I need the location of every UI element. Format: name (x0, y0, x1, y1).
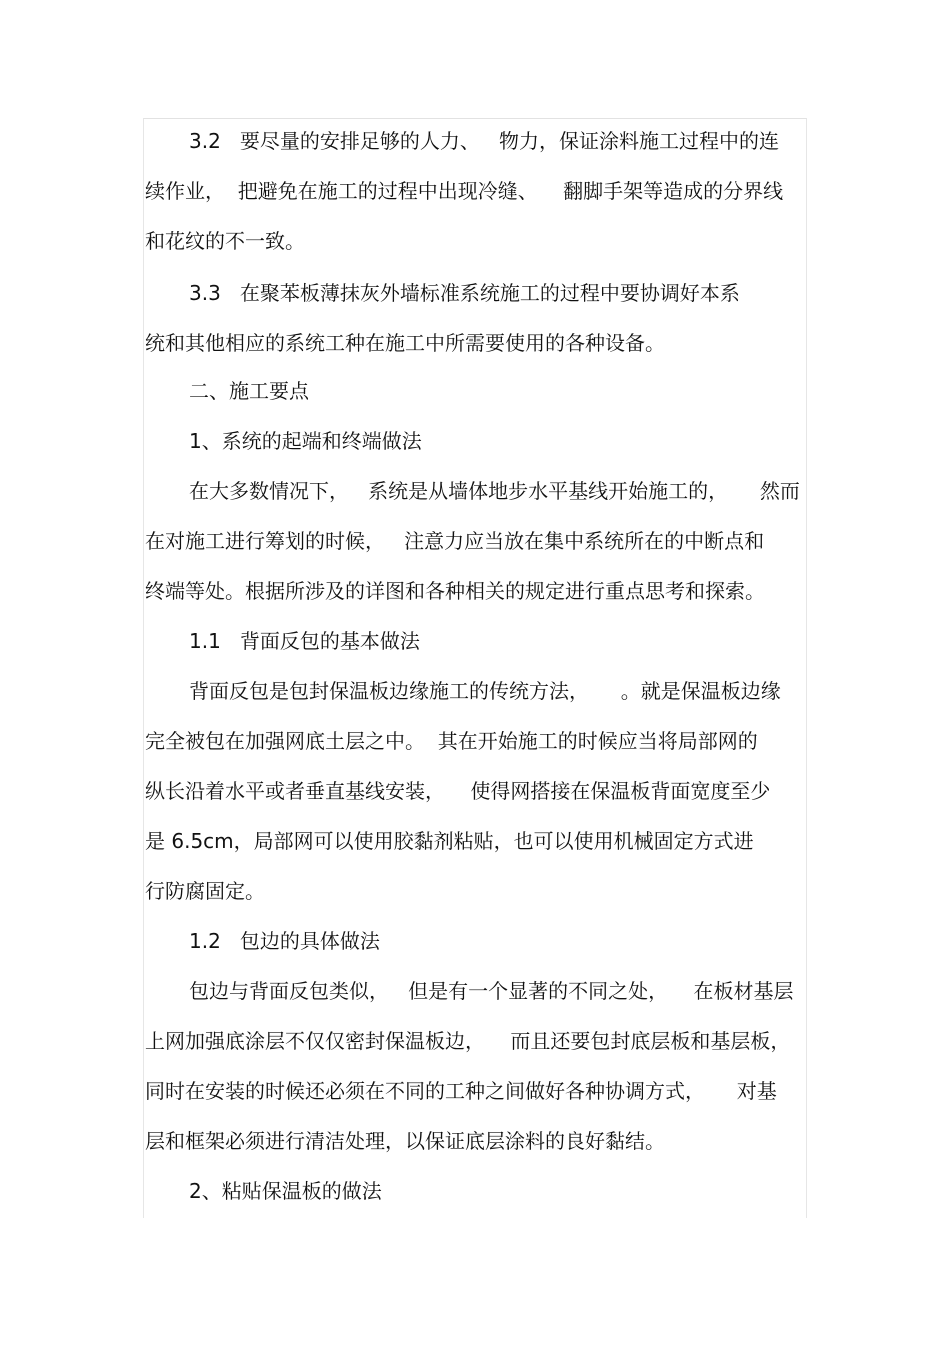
paragraph-1-2-line-1: 包边与背面反包类似， 但是有一个显著的不同之处， 在板材基层 (189, 979, 794, 1003)
subheading-1-2: 1.2 包边的具体做法 (189, 929, 380, 953)
subheading-1-1: 1.1 背面反包的基本做法 (189, 629, 420, 653)
paragraph-3-2-line-1: 3.2 要尽量的安排足够的人力、 物力，保证涂料施工过程中的连 (189, 129, 779, 153)
paragraph-1-1-line-1: 背面反包是包封保温板边缘施工的传统方法， 。就是保温板边缘 (189, 679, 781, 703)
paragraph-1-2-line-4: 层和框架必须进行清洁处理，以保证底层涂料的良好黏结。 (145, 1129, 665, 1153)
paragraph-3-3-line-2: 统和其他相应的系统工种在施工中所需要使用的各种设备。 (145, 331, 665, 355)
paragraph-1-line-2: 在对施工进行筹划的时候， 注意力应当放在集中系统所在的中断点和 (145, 529, 765, 553)
paragraph-1-2-line-2: 上网加强底涂层不仅仅密封保温板边， 而且还要包封底层板和基层板， (145, 1029, 791, 1053)
subheading-1: 1、系统的起端和终端做法 (189, 429, 422, 453)
paragraph-1-line-1: 在大多数情况下， 系统是从墙体地步水平基线开始施工的， 然而 (189, 479, 800, 503)
section-heading-2: 二、施工要点 (189, 379, 309, 403)
paragraph-1-1-line-2: 完全被包在加强网底土层之中。 其在开始施工的时候应当将局部网的 (145, 729, 758, 753)
paragraph-1-2-line-3: 同时在安装的时候还必须在不同的工种之间做好各种协调方式， 对基 (145, 1079, 777, 1103)
paragraph-1-1-line-4: 是 6.5cm，局部网可以使用胶黏剂粘贴，也可以使用机械固定方式进 (145, 829, 754, 853)
paragraph-3-3-line-1: 3.3 在聚苯板薄抹灰外墙标准系统施工的过程中要协调好本系 (189, 281, 740, 305)
paragraph-3-2-line-2: 续作业， 把避免在施工的过程中出现冷缝、 翻脚手架等造成的分界线 (145, 179, 784, 203)
subheading-2: 2、粘贴保温板的做法 (189, 1179, 382, 1203)
paragraph-3-2-line-3: 和花纹的不一致。 (145, 229, 305, 253)
paragraph-1-1-line-5: 行防腐固定。 (145, 879, 265, 903)
paragraph-1-line-3: 终端等处。根据所涉及的详图和各种相关的规定进行重点思考和探索。 (145, 579, 765, 603)
paragraph-1-1-line-3: 纵长沿着水平或者垂直基线安装， 使得网搭接在保温板背面宽度至少 (145, 779, 771, 803)
